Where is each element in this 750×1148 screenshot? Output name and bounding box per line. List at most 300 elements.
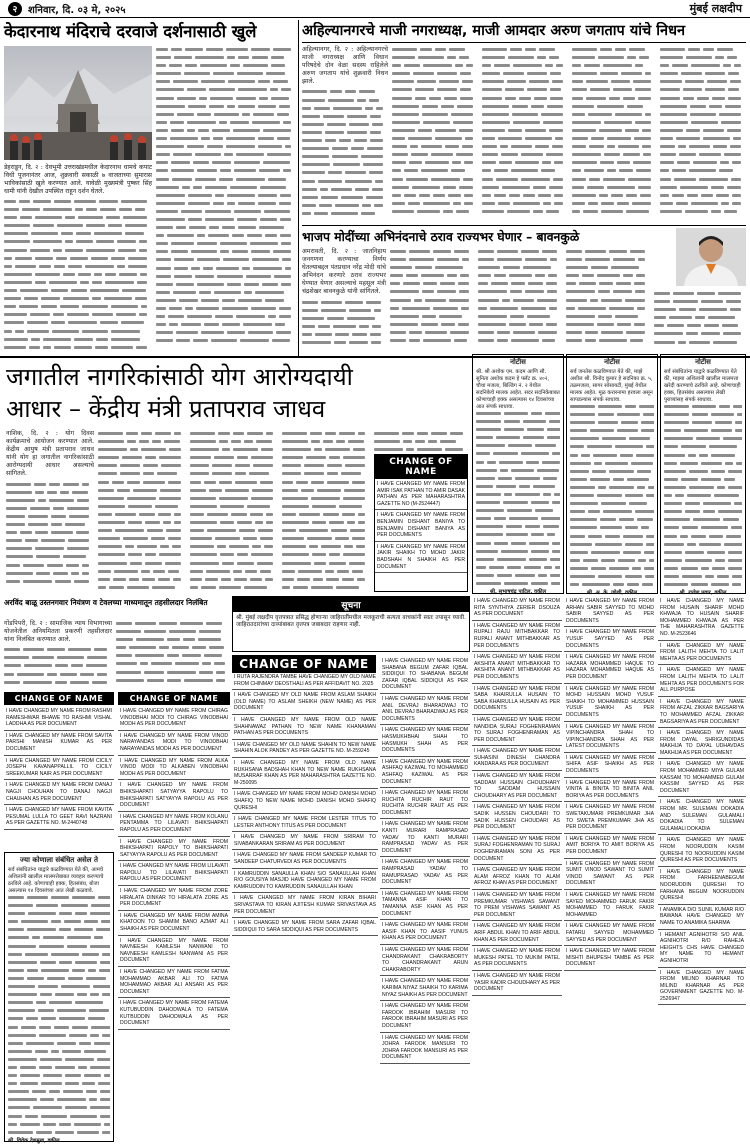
change-of-name-entry: I HAVE CHANGED MY NAME FROM VINOD NARAYANDAS MODI TO VINODBHAI NARAYANDAS MODH AS PER DOCUMENT xyxy=(118,731,230,756)
change-of-name-entry: I HAVE CHANGED MY NAME FROM RITA SYNTHIYA ZERIER DSOUZA AS PER DOCUMENT xyxy=(472,596,562,621)
text-line xyxy=(8,911,110,919)
change-of-name-entry: I HAVE CHANGED MY NAME FROM ARIF ABDUL KHAN TO ARIF ABDUL KHAN AS PER DOCUMENT xyxy=(472,921,562,946)
text-line xyxy=(98,503,186,511)
text-line xyxy=(190,584,278,592)
text-line xyxy=(98,487,186,495)
text-line xyxy=(390,248,474,256)
text-line xyxy=(570,469,654,477)
change-of-name-entry: I HAVE CHANGED MY NAME FROM AMIR ISAK PATHAN TO AMIR DASAK PATHAN AS PER MAHARASHTRA GAZETTE NO (M-2524447) xyxy=(375,479,467,510)
text-line xyxy=(572,46,656,54)
change-of-name-entry: I HAVE CHANGED MY NAME FROM OLD NAME SHAHNAWAZ PATHAN TO NEW NAME KHANAMAN PATHAN AS PER DOCUMENTS xyxy=(232,715,378,740)
text-line xyxy=(664,444,742,452)
change-of-name-entry: I HAVE CHANGED MY NAME FROM KOLANU PENTAMMA TO LILAVATI BHIKSHAPATI RAPOLU AS PER DOCUMENT xyxy=(118,812,230,837)
notice-body: सर्व जनतेस कळविण्यात येते की, माझे अशील श्री. विनोद कुमार हे सदनिका क्र. ५, तळमजला, सागर सोसायटी, मुंबई येथील मालक आहेत. मूळ करारनामा हरवला असून सापडल्यास संपर्क साधावा. xyxy=(570,369,653,403)
kedarnath-headline: केदारनाथ मंदिराचे दरवाजे दर्शनासाठी खुले xyxy=(4,22,257,41)
text-line xyxy=(98,584,186,592)
text-line xyxy=(660,184,746,192)
text-line xyxy=(302,137,388,145)
text-line xyxy=(8,903,110,911)
change-of-name-entry: I HAVE CHANGED MY NAME FROM MISHTI BHUPESH TAMBE AS PER DOCUMENT xyxy=(564,946,656,971)
text-line xyxy=(654,322,746,330)
text-line xyxy=(392,46,478,54)
change-of-name-box-small xyxy=(374,454,468,592)
text-line xyxy=(660,208,746,216)
notice-body: सर्व संबंधितांना याद्वारे कळविण्यात येते की, माझ्या अशिलांनी खालील मालमत्ता खरेदी करण्याचे ठरविले आहे. कोणाचाही हक्क, हितसंबंध असल्यास लेखी पुराव्यांसह संपर्क साधावा. xyxy=(664,369,741,403)
text-line xyxy=(566,272,650,280)
change-of-name-entry: I HAVE CHANGED MY NAME FROM PREMKUMAR VISHWAS SAWANT TO PREM VISHWAS SAWANT AS PER DOCUMENT xyxy=(472,890,562,921)
change-of-name-entry: I HAVE CHANGED MY NAME FROM SHABANA BEGUM ZAFAR IQBAL SIDDIQUI TO SHABANA BEGUM ZAFAR IQBAL SIDDIQUI AS PER DOCUMENT xyxy=(380,656,470,694)
text-line xyxy=(572,192,656,200)
text-line xyxy=(282,568,370,576)
bjp-headline: भाजप मोदींच्या अभिनंदनाचे ठराव राज्यभर घेणार – बावनकुळे xyxy=(302,230,580,244)
text-line xyxy=(664,420,742,428)
text-line xyxy=(8,1057,110,1065)
change-of-name-entry: I KAMRUDDIN SANAULLA KHAN S/O SANAULLAH KHAN R/O GOUSIYA MASJID HAVE CHANGED MY NAME FROM KAMRUDDIN TO KAMRUDDIN SANAULLAH KHAN xyxy=(232,869,378,894)
notice-box-2 xyxy=(566,354,658,597)
text-line xyxy=(476,549,560,557)
bjp-col4 xyxy=(566,248,650,352)
text-line xyxy=(8,935,110,943)
text-line xyxy=(572,103,656,111)
yoga-headline-line2: आधार – केंद्रीय मंत्री प्रतापराव जाधव xyxy=(6,395,326,423)
text-line xyxy=(566,329,650,337)
text-line xyxy=(664,582,742,590)
text-line xyxy=(476,435,560,443)
text-line xyxy=(482,70,568,78)
change-of-name-list xyxy=(375,479,467,573)
text-line xyxy=(570,485,654,493)
text-line xyxy=(390,313,474,321)
column-rule xyxy=(298,20,299,356)
bawankule-portrait xyxy=(676,228,746,286)
ahilyanagar-col3 xyxy=(482,46,568,222)
text-line xyxy=(282,551,370,559)
text-line xyxy=(98,551,186,559)
text-line xyxy=(156,256,296,264)
text-line xyxy=(98,462,186,470)
text-line xyxy=(282,511,370,519)
text-line xyxy=(476,532,560,540)
text-line xyxy=(156,184,296,192)
text-line xyxy=(660,135,746,143)
kedarnath-text-right xyxy=(156,46,296,352)
text-line xyxy=(156,216,296,224)
text-line xyxy=(4,206,152,214)
change-of-name-entry: I HAVE CHANGED MY OLD NAME FROM ASLAM SHAIKH (OLD NAME) TO ASLAM SHEIKH (NEW NAME) AS PER DOCUMENT xyxy=(232,690,378,715)
yoga-headline-line1: जगातील नागरिकांसाठी योग आरोग्यदायी xyxy=(6,363,353,391)
text-line xyxy=(302,113,388,121)
text-line xyxy=(190,470,278,478)
text-line xyxy=(98,519,186,527)
text-line xyxy=(302,88,388,96)
change-of-name-entry: I HAVE CHANGED MY NAME FROM RUPALI RAJU MITHBAKKAR TO RUPALI ANANT MITHBAKKAR AS PER DOCUMENTS xyxy=(472,621,562,652)
text-line xyxy=(664,509,742,517)
text-line xyxy=(4,238,152,246)
page-header xyxy=(0,0,750,18)
notice-box-3 xyxy=(660,354,746,597)
text-lines xyxy=(190,430,278,592)
text-lines xyxy=(476,411,560,589)
text-line xyxy=(392,111,478,119)
text-line xyxy=(116,677,230,685)
change-of-name-entry: I HAVE CHANGED MY NAME FROM RUCHITA RUCHIR RAUT TO RUCHITA RUCHIR RAUT AS PER DOCUMENT xyxy=(380,788,470,819)
text-line xyxy=(476,427,560,435)
text-line xyxy=(660,143,746,151)
text-line xyxy=(156,127,296,135)
change-of-name-entry: I HAVE CHANGED MY NAME FROM NOORUDDIN KASIM QURESHI TO NOORUDDIN KASIM QURESHI AS PER DOCUMENTS xyxy=(658,835,746,866)
suchana-box xyxy=(232,596,470,652)
legal-notice-title: ज्या कोणाला संबंधित असेल ते xyxy=(20,856,98,864)
text-line xyxy=(156,265,296,273)
change-of-name-entry: I HEMANT AGNIHOTRI S/O ANIL AGNIHOTRI R/O RAHEJA HEIGHTS CHS HAVE CHANGED MY NAME TO HEMANT AGNIHOTRI xyxy=(658,930,746,968)
text-line xyxy=(8,1130,110,1138)
text-line xyxy=(654,339,746,347)
text-line xyxy=(8,1033,110,1041)
headline-rule xyxy=(302,42,746,43)
text-line xyxy=(392,167,478,175)
text-line xyxy=(8,895,110,903)
text-line xyxy=(6,513,94,521)
bjp-col3 xyxy=(478,248,562,352)
text-line xyxy=(566,248,650,256)
text-lines xyxy=(392,46,478,216)
text-line xyxy=(98,543,186,551)
text-line xyxy=(4,654,112,662)
change-of-name-title: CHANGE OF NAME xyxy=(375,455,467,479)
text-line xyxy=(482,192,568,200)
text-line xyxy=(570,574,654,582)
text-line xyxy=(476,492,560,500)
text-lines xyxy=(6,481,94,586)
text-line xyxy=(282,584,370,592)
change-of-name-entry: I HAVE CHANGED MY NAME FROM CHIRAG VINODBHAI MODI TO CHIRAG VINODBHAI MODH AS PER DOCUMENT xyxy=(118,706,230,731)
text-line xyxy=(282,535,370,543)
change-of-name-entry: I HAVE CHANGED MY NAME FROM YASIR KADIR CHOUDHARY AS PER DOCUMENT xyxy=(472,971,562,996)
text-line xyxy=(156,70,296,78)
text-line xyxy=(98,527,186,535)
text-line xyxy=(6,537,94,545)
text-lines xyxy=(664,404,742,590)
text-line xyxy=(660,70,746,78)
text-line xyxy=(664,566,742,574)
text-line xyxy=(156,224,296,232)
change-of-name-entry: I HAVE CHANGED MY NAME FROM MOHD DANISH MOHD SHAFIQ TO NEW NAME MOHD DANISH MOHD SHAFIQ QURESHI xyxy=(232,789,378,814)
text-line xyxy=(570,582,654,590)
text-line xyxy=(4,646,112,654)
text-line xyxy=(4,247,152,255)
text-line xyxy=(660,167,746,175)
text-line xyxy=(476,541,560,549)
text-line xyxy=(98,454,186,462)
text-line xyxy=(116,644,230,652)
change-of-name-entry: I HAVE CHANGED MY NAME FROM KAVITA PESUMAL LULLA TO GEET RAVI NAZRANI AS PER GAZETTE NO. M-2440748 xyxy=(4,805,114,830)
text-line xyxy=(390,321,474,329)
text-line xyxy=(664,485,742,493)
change-of-name-entry: I HAVE CHANGED MY NAME FROM ASHFAQ KAZIWAL TO MOHAMMED ASHFAQ KAZIWAL AS PER DOCUMENT xyxy=(380,757,470,788)
text-line xyxy=(476,581,560,589)
text-line xyxy=(570,517,654,525)
change-of-name-heading: CHANGE OF NAME xyxy=(232,655,376,673)
bjp-col5 xyxy=(654,290,746,352)
text-line xyxy=(572,176,656,184)
section-rule xyxy=(302,225,746,226)
text-lines xyxy=(654,290,746,347)
text-line xyxy=(392,176,478,184)
text-line xyxy=(302,307,386,315)
text-line xyxy=(302,169,388,177)
text-line xyxy=(282,454,370,462)
ahilyanagar-lead xyxy=(302,46,388,222)
text-line xyxy=(572,159,656,167)
change-of-name-entry: I HAVE CHANGED MY NAME FROM NAVNEESH KAMLESH NANWANI TO NAVNEESH KAMLESH NANWANI AS PER DOCUMENT xyxy=(118,936,230,967)
change-of-name-entry: I HAVE CHANGED MY NAME FROM JOHRA FAROOK MANSURI TO JOHRA FAROOK MANSURI AS PER DOCUMENT xyxy=(380,1033,470,1064)
text-line xyxy=(98,438,186,446)
text-line xyxy=(390,305,474,313)
change-of-name-entry: I HAVE CHANGED MY NAME FROM CHANDRAKANT CHAKRABORTY TO CHANDRAKANT ARUN CHAKRABORTY xyxy=(380,945,470,976)
change-of-name-entry: I HAVE CHANGED MY NAME FROM KARIMA NIYAZ SHAIKH TO KARIMA NIYAZ SHAIKH AS PER DOCUMENT xyxy=(380,976,470,1001)
change-of-name-entry: I HAVE CHANGED MY NAME FROM FATARU SAYYED MOHAMMED SAYYED AS PER DOCUMENT xyxy=(564,921,656,946)
text-lines xyxy=(282,430,370,592)
text-line xyxy=(654,298,746,306)
text-line xyxy=(302,178,388,186)
text-line xyxy=(6,505,94,513)
text-line xyxy=(282,430,370,438)
change-of-name-entry: I RUTA RAJENDRA TAMBE HAVE CHANGED MY OLD NAME FROM CHINMAY DEOSTHALI AS PER AFFIDAVIT NO. 2025 xyxy=(232,672,378,690)
text-line xyxy=(190,462,278,470)
change-of-name-title: CHANGE OF NAME xyxy=(118,692,230,705)
yoga-col2 xyxy=(98,430,186,592)
text-line xyxy=(8,1097,110,1105)
change-of-name-entry: I HAVE CHANGED MY NAME FROM CICILY JOSEPH KAVANAPPALLIL TO CICILY SREEKUMAR NAIR AS PER DOCUMENT xyxy=(4,756,114,781)
suchana-title: सूचना xyxy=(233,597,469,612)
text-line xyxy=(654,330,746,338)
text-line xyxy=(302,323,386,331)
change-of-name-entry: I HAVE CHANGED MY NAME FROM KANTI MURARI RAMPRASAD YADAV TO KANTI MURARI RAMPRASAD YADAV AS PER DOCUMENT xyxy=(380,819,470,857)
text-line xyxy=(482,78,568,86)
text-line xyxy=(4,271,152,279)
change-of-name-entry: I HAVE CHANGED MY NAME FROM MR. SULEMAN DOKADIA AND SULEMAN GULAMALI DOKADIA TO SULEMAN GULAMALI DOKADIA xyxy=(658,797,746,835)
text-line xyxy=(156,143,296,151)
change-of-name-entry: I HAVE CHANGED MY NAME FROM HUSAIN SHARIF MOHD KHWAJA TO HUSAIN SHARIF MOHAMMED KHWAJA AS PER THE MAHARASHTRA GAZETTE NO. M-2523646 xyxy=(658,596,746,641)
text-line xyxy=(190,479,278,487)
text-line xyxy=(156,119,296,127)
text-line xyxy=(664,404,742,412)
text-line xyxy=(390,264,474,272)
text-line xyxy=(476,411,560,419)
legal-notice-body: सर्व संबंधितांना याद्वारे कळविण्यात येते की, आमचे अशिलांनी खालील मालमत्तेबाबत व्यवहार करण्याचे ठरविले आहे. कोणाचाही हक्क, हितसंबंध, बोजा असल्यास १४ दिवसांच्या आत लेखी कळवावे. xyxy=(8,867,104,894)
text-line xyxy=(660,103,746,111)
kedarnath-lead xyxy=(4,164,152,352)
text-line xyxy=(98,576,186,584)
text-line xyxy=(664,550,742,558)
text-line xyxy=(664,412,742,420)
text-line xyxy=(302,331,386,339)
text-line xyxy=(4,303,152,311)
text-line xyxy=(478,321,562,329)
yoga-lead xyxy=(6,430,94,592)
text-line xyxy=(660,95,746,103)
text-line xyxy=(98,568,186,576)
text-line xyxy=(190,576,278,584)
change-of-name-entry: I HAVE CHANGED MY NAME FROM BHIKSHAPATI SATYAYYA RAPOLU TO BHIKSHAPATI SATYAYYA RAPOLU AS PER DOCUMENT xyxy=(118,780,230,811)
text-line xyxy=(570,453,654,461)
text-lines xyxy=(566,248,650,345)
notice-body: श्री. श्री अशोक एम. कदम आणि सौ. सुनिता अशोक कदम हे फ्लॅट क्र. ४०२, चौथा मजला, बिल्डिंग नं. २ येथील सदनिकेचे मालक आहेत. सदर सदनिकेबाबत कोणाचाही हक्क असल्यास १४ दिवसांच्या आत संपर्क साधावा. xyxy=(476,369,560,410)
text-line xyxy=(302,315,386,323)
change-of-name-entry: I HAVE CHANGED MY NAME FROM ALAM AFROZ KHAN TO ALAM AFROZ KHAN AS PER DOCUMENT xyxy=(472,865,562,890)
text-line xyxy=(570,493,654,501)
text-line xyxy=(476,460,560,468)
text-line xyxy=(392,135,478,143)
text-line xyxy=(392,95,478,103)
text-line xyxy=(654,306,746,314)
text-line xyxy=(8,1049,110,1057)
change-of-name-entry: I HAVE CHANGED MY NAME FROM VINITA & BINITA TO BINITA ANIL BORIYA AS PER DOCUMENTS xyxy=(564,778,656,803)
text-line xyxy=(572,143,656,151)
change-of-name-title: CHANGE OF NAME xyxy=(4,692,114,705)
text-line xyxy=(8,984,110,992)
text-line xyxy=(482,54,568,62)
change-of-name-list xyxy=(232,672,378,936)
text-line xyxy=(660,78,746,86)
ahilyanagar-lead-text: अहिल्यानगर, दि. २ : अहिल्यानगरचे माजी नगराध्यक्ष आणि विधान परिषदेचे दोन वेळा सदस्य राहिलेले अरुण जगताप यांचे शुक्रवारी निधन झाले. xyxy=(302,46,388,86)
text-line xyxy=(156,62,296,70)
text-line xyxy=(566,297,650,305)
text-lines xyxy=(478,248,562,345)
change-of-name-entry: I HAVE CHANGED MY NAME FROM MOHAMMED MIYA GULAM KASSAM TO MOHAMMED GULAM KASSIM SAYYED AS PER DOCUMENT xyxy=(658,759,746,797)
text-line xyxy=(98,511,186,519)
text-lines xyxy=(302,88,388,218)
text-line xyxy=(482,159,568,167)
text-line xyxy=(8,927,110,935)
text-line xyxy=(664,469,742,477)
text-line xyxy=(156,321,296,329)
text-line xyxy=(660,111,746,119)
text-line xyxy=(664,477,742,485)
notice-signature: श्री. सुभाषचंद्र पाटिल, वकील xyxy=(489,589,547,596)
text-line xyxy=(8,1000,110,1008)
text-line xyxy=(374,430,468,438)
text-line xyxy=(6,521,94,529)
text-line xyxy=(566,337,650,345)
text-line xyxy=(572,151,656,159)
text-line xyxy=(6,562,94,570)
text-line xyxy=(566,288,650,296)
text-line xyxy=(8,952,110,960)
text-line xyxy=(8,1016,110,1024)
text-line xyxy=(570,412,654,420)
text-lines xyxy=(4,646,112,686)
text-lines xyxy=(660,46,746,216)
text-line xyxy=(570,420,654,428)
text-line xyxy=(478,288,562,296)
text-line xyxy=(476,468,560,476)
change-of-name-entry: I HAVE CHANGED MY NAME FROM ANIL DEVRAJ BHARADWAJ TO ANIL DEVRAJ BHARADWAJ AS PER DOCUMENTS xyxy=(380,694,470,725)
text-line xyxy=(392,151,478,159)
change-of-name-entry: I HAVE CHANGED MY NAME FROM FATEMA KUTUBUDDIN DAHODWALA TO FATEMA KUTBUDDIN DAHODWALA AS PER DOCUMENT xyxy=(118,998,230,1029)
legal-notice-box xyxy=(4,852,114,1142)
text-line xyxy=(476,484,560,492)
text-line xyxy=(4,198,152,206)
text-line xyxy=(478,337,562,345)
ahilyanagar-col4 xyxy=(572,46,656,222)
change-of-name-entry: I HAVE CHANGED MY NAME FROM AASIF KHAN TO AASIF YUNUS KHAN AS PER DOCUMENT xyxy=(380,920,470,945)
text-line xyxy=(8,1089,110,1097)
text-line xyxy=(392,78,478,86)
text-line xyxy=(482,151,568,159)
change-of-name-entry: I HAVE CHANGED MY NAME FROM NANDIDA SURAJ FOGHENRAMAN TO SURAJ FOGHENRAMAN AS PER DOCUMENT xyxy=(472,715,562,746)
text-line xyxy=(478,264,562,272)
text-line xyxy=(302,97,388,105)
text-lines xyxy=(4,198,152,352)
text-line xyxy=(572,54,656,62)
text-line xyxy=(390,272,474,280)
change-of-name-entry: I HAVE CHANGED MY NAME FROM DAYAL SHRIGUNDIDAS MAKHIJA TO DAYAL UDHAVDAS MAKHIJA AS PER DOCUMENT xyxy=(658,728,746,759)
bjp-lead xyxy=(302,248,386,352)
text-line xyxy=(302,145,388,153)
text-line xyxy=(572,95,656,103)
text-line xyxy=(156,159,296,167)
yoga-col4 xyxy=(282,430,370,592)
text-line xyxy=(478,329,562,337)
text-line xyxy=(572,86,656,94)
text-line xyxy=(98,495,186,503)
change-of-name-entry: I HAVE CHANGED MY OLD NAME SHAHIN TO NEW NAME SHAHIN ALOK PANDEY AS PER GAZETTE NO. M-259245 xyxy=(232,740,378,758)
change-of-name-entry: I HAVE CHANGED MY NAME FROM FARHEENABEGUM NOORUDDIN QURESHI TO FARHANA BEGUM NOORUDDIN QURESHI xyxy=(658,867,746,905)
text-line xyxy=(190,535,278,543)
text-line xyxy=(476,565,560,573)
text-line xyxy=(566,256,650,264)
change-of-name-entry: I HAVE CHANGED MY NAME FROM SADIK HUSSEN CHOUDARI TO SADIK HUSSEN CHOUDARI AS PER DOCUMENT xyxy=(472,802,562,833)
text-line xyxy=(664,428,742,436)
text-line xyxy=(4,344,152,352)
text-line xyxy=(156,208,296,216)
text-line xyxy=(482,46,568,54)
text-line xyxy=(482,135,568,143)
change-of-name-list xyxy=(658,596,746,1005)
text-line xyxy=(570,436,654,444)
text-line xyxy=(572,127,656,135)
text-line xyxy=(282,479,370,487)
text-line xyxy=(390,288,474,296)
text-line xyxy=(190,446,278,454)
text-line xyxy=(8,968,110,976)
text-line xyxy=(392,184,478,192)
text-line xyxy=(156,54,296,62)
change-of-name-entry: I HAVE CHANGED MY NAME FROM BHIKSHAPATI RAPOLY TO BHIKSHAPATI SATYAYYA RAPOLU AS PER DOCUMENT xyxy=(118,837,230,862)
notice-signature: श्री. राजेश पवार, वकील xyxy=(679,590,727,597)
text-line xyxy=(572,70,656,78)
text-line xyxy=(8,1081,110,1089)
text-line xyxy=(156,78,296,86)
text-line xyxy=(4,214,152,222)
text-line xyxy=(6,497,94,505)
text-line xyxy=(566,305,650,313)
text-line xyxy=(282,495,370,503)
text-line xyxy=(302,202,388,210)
notice-title: नोटीस xyxy=(604,358,620,366)
text-line xyxy=(6,570,94,578)
text-line xyxy=(478,305,562,313)
text-line xyxy=(572,200,656,208)
text-line xyxy=(98,479,186,487)
text-line xyxy=(6,553,94,561)
change-of-name-entry: I HAVE CHANGED MY NAME FROM AFZAL ZIKKAR BAGSARIYA TO MOHAMMED AFZAL ZIKKAR BAGSARIYA AS PER DOCUMENT xyxy=(658,697,746,728)
text-line xyxy=(4,679,112,687)
text-line xyxy=(156,337,296,345)
change-of-name-entry: I HAVE CHANGED MY NAME FROM RAMPRASAD YADAV TO RAMUPRASAD YADAV AS PER DOCUMENT xyxy=(380,857,470,888)
text-line xyxy=(190,560,278,568)
